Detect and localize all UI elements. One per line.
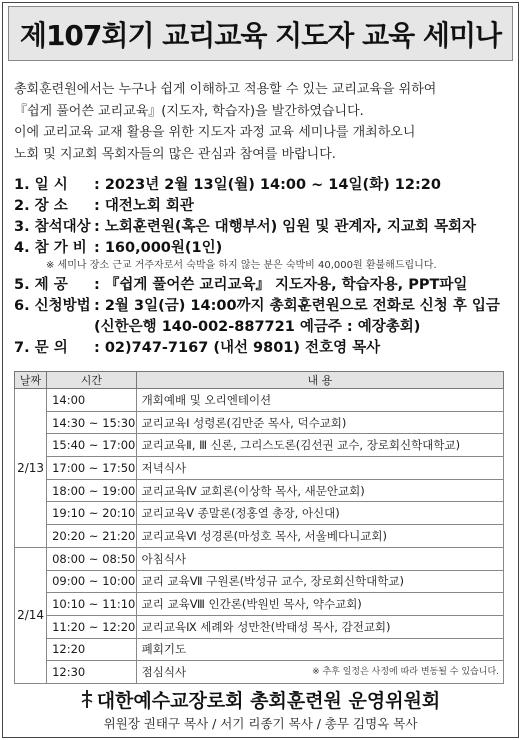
info-value: : 대전노회 회관: [94, 198, 194, 214]
info-item-audience: [14, 217, 514, 238]
info-value: : 02)747-7167 (내선 9801) 전호영 목사: [94, 340, 381, 356]
time-cell: 14:00: [47, 389, 137, 412]
info-value: : 160,000원(1인): [94, 240, 223, 256]
content-cell: [136, 661, 503, 684]
schedule-footnote: ※ 추후 일정은 사정에 따라 변동될 수 있습니다.: [312, 667, 499, 678]
header-time: 시간: [47, 372, 137, 389]
time-cell: 20:20 ~ 21:20: [47, 525, 137, 548]
table-row: [15, 411, 504, 434]
table-row: [15, 638, 504, 661]
content-cell: 교리교육Ⅳ 교회론(이상학 목사, 새문안교회): [136, 479, 503, 502]
table-row: [15, 570, 504, 593]
info-item-provided: [14, 275, 514, 296]
time-cell: 15:40 ~ 17:00: [47, 434, 137, 457]
time-cell: 14:30 ~ 15:30: [47, 411, 137, 434]
info-value: : 노회훈련원(혹은 대행부서) 임원 및 관계자, 지교회 목회자: [94, 219, 477, 235]
date-cell-day1: 2/13: [15, 389, 47, 548]
fee-note: ※ 세미나 장소 근교 거주자로서 숙박을 하지 않는 분은 숙박비 40,000원 환불해드립니다.: [46, 260, 437, 271]
table-row: [15, 457, 504, 480]
table-row: [15, 389, 504, 412]
table-row: [15, 661, 504, 684]
table-row: [15, 547, 504, 570]
content-cell: 교리교육Ⅴ 종말론(정홍열 총장, 아신대): [136, 502, 503, 525]
time-cell: 11:20 ~ 12:20: [47, 615, 137, 638]
date-cell-day2: 2/14: [15, 547, 47, 683]
content-cell: 교리교육Ⅸ 세례와 성만찬(박태성 목사, 감전교회): [136, 615, 503, 638]
page-title: 제107회기 교리교육 지도자 교육 세미나: [19, 18, 502, 52]
info-label: 3. 참석대상: [14, 219, 91, 235]
intro-line: 『쉽게 풀어쓴 교리교육』(지도자, 학습자)을 발간하였습니다.: [14, 103, 364, 119]
info-label: 6. 신청방법: [14, 298, 91, 314]
time-cell: 18:00 ~ 19:00: [47, 479, 137, 502]
info-label: 2. 장 소: [14, 198, 68, 214]
title-banner: [8, 6, 513, 61]
table-header-row: [15, 372, 504, 389]
content-cell: 폐회기도: [136, 638, 503, 661]
time-cell: 12:30: [47, 661, 137, 684]
info-item-date: [14, 175, 514, 196]
info-item-apply: [14, 296, 514, 317]
header-content: 내 용: [136, 372, 503, 389]
info-label: 4. 참 가 비: [14, 240, 87, 256]
content-cell: 교리교육Ⅰ 성령론(김만준 목사, 덕수교회): [136, 411, 503, 434]
info-value: : 2023년 2월 13일(월) 14:00 ~ 14일(화) 12:20: [94, 177, 441, 193]
officers-line: 위원장 권태구 목사 / 서기 리종기 목사 / 총무 김명옥 목사: [103, 716, 418, 731]
time-cell: 08:00 ~ 08:50: [47, 547, 137, 570]
intro-line: 노회 및 지교회 목회자들의 많은 관심과 참여를 바랍니다.: [14, 146, 336, 162]
info-list: [14, 175, 514, 359]
intro-line: 총회훈련원에서는 누구나 쉽게 이해하고 적용할 수 있는 교리교육을 위하여: [14, 82, 437, 97]
info-label: 5. 제 공: [14, 277, 68, 293]
time-cell: 10:10 ~ 11:10: [47, 593, 137, 616]
organization-text: 대한예수교장로회 총회훈련원 운영위원회: [96, 690, 441, 712]
content-cell: 교리교육Ⅱ, Ⅲ 신론, 그리스도론(김선권 교수, 장로회신학대학교): [136, 434, 503, 457]
content-text: 점심식사: [141, 665, 187, 680]
info-item-fee: [14, 238, 514, 259]
content-cell: 교리교육Ⅵ 성경론(마성호 목사, 서울베다니교회): [136, 525, 503, 548]
content-cell: 교리 교육Ⅷ 인간론(박원빈 목사, 약수교회): [136, 593, 503, 616]
content-cell: 교리 교육Ⅶ 구원론(박성규 교수, 장로회신학대학교): [136, 570, 503, 593]
time-cell: 12:20: [47, 638, 137, 661]
table-row: [15, 434, 504, 457]
schedule-table: [14, 371, 504, 684]
intro-line: 이에 교리교육 교재 활용을 위한 지도자 과정 교육 세미나를 개최하오니: [14, 125, 416, 140]
info-label: 7. 문 의: [14, 340, 68, 356]
info-label: 1. 일 시: [14, 177, 68, 193]
table-row: [15, 525, 504, 548]
header-date: 날짜: [15, 372, 47, 389]
content-cell: 아침식사: [136, 547, 503, 570]
info-item-contact: [14, 338, 514, 359]
church-cross-logo-icon: [81, 689, 93, 714]
table-row: [15, 502, 504, 525]
intro-paragraph: [14, 79, 510, 165]
info-value: : 『쉽게 풀어쓴 교리교육』 지도자용, 학습자용, PPT파일: [94, 277, 468, 293]
time-cell: 09:00 ~ 10:00: [47, 570, 137, 593]
content-cell: 개회예배 및 오리엔테이션: [136, 389, 503, 412]
bank-account-line: (신한은행 140-002-887721 예금주 : 예장총회): [94, 319, 421, 335]
time-cell: 17:00 ~ 17:50: [47, 457, 137, 480]
table-row: [15, 615, 504, 638]
table-row: [15, 479, 504, 502]
table-row: [15, 593, 504, 616]
organization-name: [0, 686, 521, 714]
info-value: : 2월 3일(금) 14:00까지 총회훈련원으로 전화로 신청 후 입금: [94, 298, 500, 314]
content-cell: 저녁식사: [136, 457, 503, 480]
time-cell: 19:10 ~ 20:10: [47, 502, 137, 525]
info-item-place: [14, 196, 514, 217]
